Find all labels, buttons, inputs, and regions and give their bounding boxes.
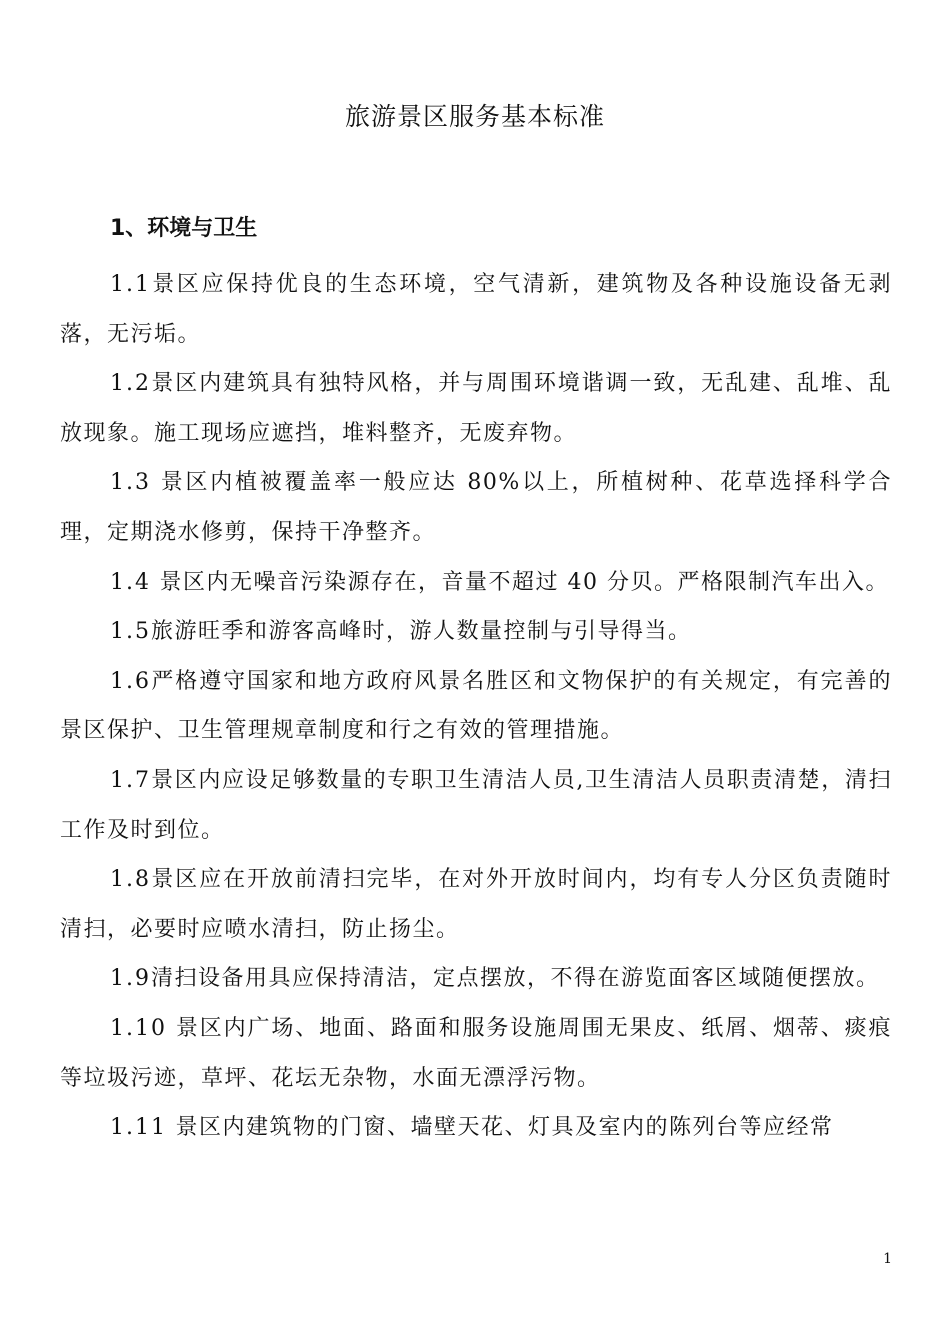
clause-1-1 (60, 260, 892, 359)
section-heading: 1、环境与卫生 (110, 216, 258, 241)
clause-1-9 (60, 954, 892, 1004)
clause-1-2 (60, 359, 892, 458)
clause-text: 景区内应设足够数量的专职卫生清洁人员,卫生清洁人员职责清楚，清扫工作及时到位。 (60, 767, 892, 843)
clause-number: 1.9 (110, 966, 151, 992)
clause-text: 景区应保持优良的生态环境，空气清新，建筑物及各种设施设备无剥落，无污垢。 (60, 272, 892, 347)
clause-1-11 (60, 1103, 892, 1153)
clause-number: 1.2 (110, 371, 151, 397)
clause-text: 清扫设备用具应保持清洁，定点摆放，不得在游览面客区域随便摆放。 (151, 966, 880, 992)
clause-list (60, 260, 892, 1153)
clause-1-8 (60, 855, 892, 954)
clause-text: 景区内植被覆盖率一般应达 80%以上，所植树种、花草选择科学合理，定期浇水修剪，保持干净整齐。 (60, 470, 892, 545)
clause-text: 景区应在开放前清扫完毕，在对外开放时间内，均有专人分区负责随时清扫，必要时应喷水清扫，防止扬尘。 (60, 867, 892, 942)
clause-text: 严格遵守国家和地方政府风景名胜区和文物保护的有关规定，有完善的景区保护、卫生管理规章制度和行之有效的管理措施。 (60, 668, 892, 744)
clause-text: 景区内建筑具有独特风格，并与周围环境谐调一致，无乱建、乱堆、乱放现象。施工现场应遮挡，堆料整齐，无废弃物。 (60, 371, 892, 446)
clause-1-4 (60, 558, 892, 608)
clause-number: 1.4 (110, 569, 151, 595)
clause-1-6 (60, 657, 892, 756)
clause-number: 1.7 (110, 767, 151, 793)
clause-number: 1.5 (110, 619, 151, 645)
clause-1-7 (60, 756, 892, 855)
clause-number: 1.6 (110, 668, 151, 694)
page-number: 1 (883, 1251, 892, 1267)
document-title: 旅游景区服务基本标准 (344, 102, 605, 131)
clause-text: 景区内建筑物的门窗、墙壁天花、灯具及室内的陈列台等应经常 (175, 1115, 834, 1141)
clause-1-3 (60, 458, 892, 557)
clause-number: 1.10 (110, 1015, 167, 1041)
clause-1-10 (60, 1004, 892, 1103)
clause-number: 1.11 (110, 1115, 167, 1141)
clause-number: 1.8 (110, 867, 151, 893)
clause-number: 1.1 (110, 272, 151, 297)
clause-1-5 (60, 607, 892, 657)
clause-text: 景区内广场、地面、路面和服务设施周围无果皮、纸屑、烟蒂、痰痕等垃圾污迹，草坪、花坛无杂物，水面无漂浮污物。 (60, 1015, 892, 1091)
clause-text: 旅游旺季和游客高峰时，游人数量控制与引导得当。 (151, 619, 692, 645)
clause-text: 景区内无噪音污染源存在，音量不超过 40 分贝。严格限制汽车出入。 (159, 569, 889, 595)
clause-number: 1.3 (110, 470, 151, 496)
